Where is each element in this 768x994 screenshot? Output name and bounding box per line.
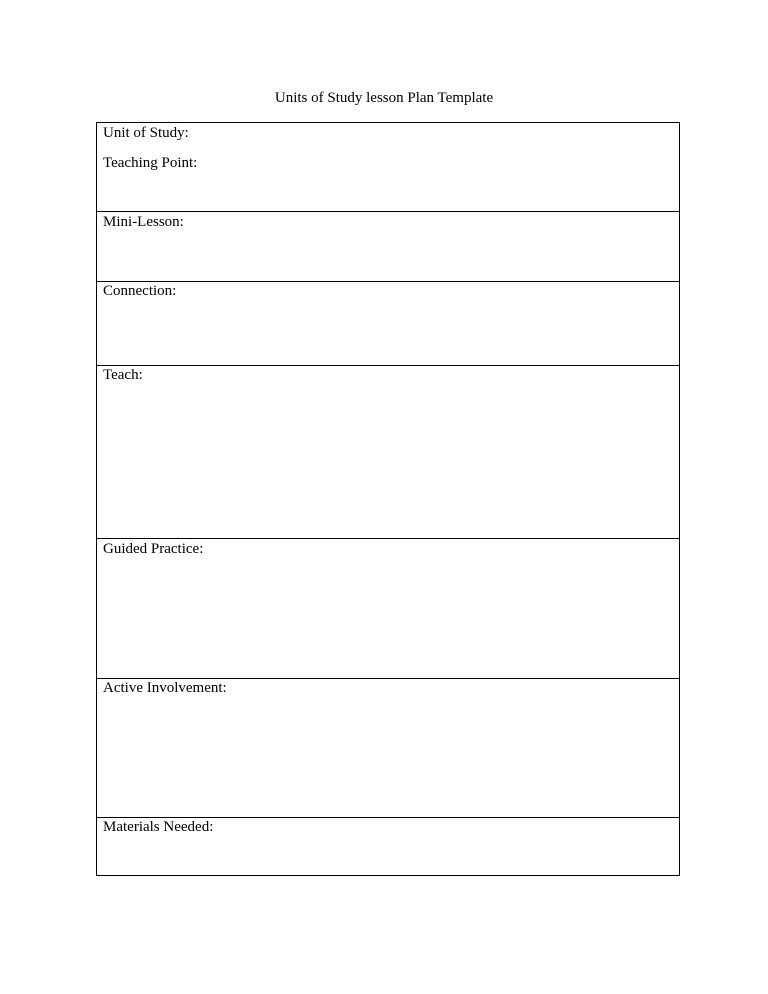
materials-needed-section[interactable] [97, 817, 679, 875]
guided-practice-label: Guided Practice: [103, 541, 204, 557]
guided-practice-section[interactable] [97, 538, 679, 678]
page-title: Units of Study lesson Plan Template [274, 90, 494, 106]
materials-needed-label: Materials Needed: [103, 819, 214, 835]
mini-lesson-label: Mini-Lesson: [103, 214, 184, 230]
connection-section[interactable] [97, 281, 679, 365]
teach-label: Teach: [103, 367, 143, 383]
lesson-plan-table [96, 122, 680, 876]
active-involvement-label: Active Involvement: [103, 680, 227, 696]
teaching-point-label: Teaching Point: [103, 155, 198, 171]
active-involvement-section[interactable] [97, 678, 679, 817]
teach-section[interactable] [97, 365, 679, 538]
connection-label: Connection: [103, 283, 177, 299]
unit-of-study-section[interactable] [97, 123, 679, 211]
unit-of-study-label: Unit of Study: [103, 125, 189, 141]
mini-lesson-section[interactable] [97, 211, 679, 281]
